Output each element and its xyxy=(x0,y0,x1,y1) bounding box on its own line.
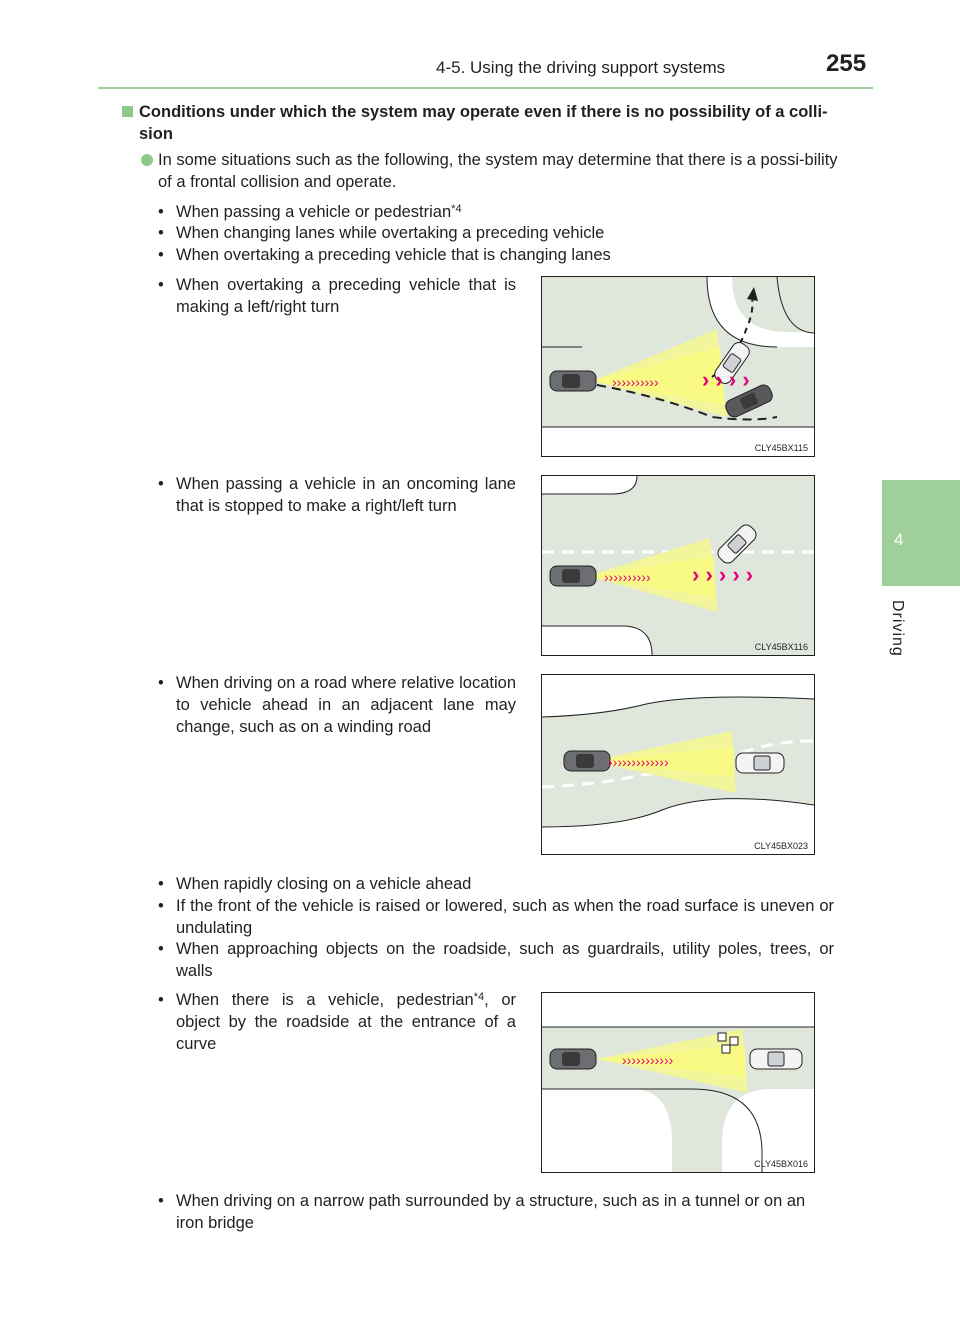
list-item xyxy=(158,672,518,738)
figure-curve-entrance xyxy=(541,992,815,1173)
svg-text:›››››››››››: ››››››››››› xyxy=(622,1052,674,1068)
svg-text:››››››››››: ›››››››››› xyxy=(612,374,659,390)
list-item-text: When passing a vehicle or pedestrian xyxy=(176,203,452,221)
bullet-mark: • xyxy=(158,991,164,1009)
svg-text:›››››››››››››: ››››››››››››› xyxy=(608,754,669,770)
figure-winding-road xyxy=(541,674,815,855)
list-item-text: When overtaking a preceding vehicle that is making a left/right turn xyxy=(176,276,516,316)
list-item xyxy=(158,473,518,517)
bullet-mark: • xyxy=(158,203,164,221)
list-item-text: When there is a vehicle, pedestrian$^{*4}$, or object by the roadside at the entrance of a curve xyxy=(176,991,516,1053)
bullet-mark: • xyxy=(158,1192,164,1210)
list-item-text: If the front of the vehicle is raised or lowered, such as when the road surface is uneven or undulating xyxy=(176,897,834,937)
chapter-label: Driving xyxy=(889,600,906,657)
list-item-text: When overtaking a preceding vehicle that is changing lanes xyxy=(176,246,611,264)
svg-text:› › › › ›: › › › › › xyxy=(692,562,754,587)
figure-oncoming-stopped xyxy=(541,475,815,656)
header-rule xyxy=(98,87,873,89)
chapter-number: 4 xyxy=(894,530,904,549)
section-heading: Conditions under which the system may operate even if there is no possibility of a colli-sion xyxy=(139,103,828,143)
page-number: 255 xyxy=(826,50,867,77)
bullet-mark: • xyxy=(158,475,164,493)
bullet-mark: • xyxy=(158,940,164,958)
bullet-mark: • xyxy=(158,875,164,893)
bullet-mark: • xyxy=(158,246,164,264)
figure-code: CLY45BX016 xyxy=(754,1159,808,1169)
intro-text: In some situations such as the following, the system may determine that there is a possi-bility of a frontal collision and operate. xyxy=(158,151,838,191)
svg-text:››››››››››: ›››››››››› xyxy=(604,569,651,585)
list-item xyxy=(158,938,838,982)
list-item-text: When rapidly closing on a vehicle ahead xyxy=(176,875,472,893)
list-item-text: When passing a vehicle in an oncoming lane that is stopped to make a right/left turn xyxy=(176,475,516,515)
bullet-mark: • xyxy=(158,276,164,294)
list-item-text: When approaching objects on the roadside, such as guardrails, utility poles, trees, or walls xyxy=(176,940,834,980)
list-item-text: When driving on a road where relative location to vehicle ahead in an adjacent lane may change, such as on a winding road xyxy=(176,674,516,736)
bullet-mark: • xyxy=(158,674,164,692)
list-item xyxy=(158,1190,838,1234)
list-item-text: When changing lanes while overtaking a preceding vehicle xyxy=(176,224,605,242)
list-item xyxy=(158,895,838,939)
svg-text:› › › ›: › › › › xyxy=(702,367,750,392)
figure-overtake-turning xyxy=(541,276,815,457)
list-item xyxy=(158,274,518,318)
section-title: 4-5. Using the driving support systems xyxy=(436,58,726,77)
footnote-ref: *4 xyxy=(473,991,485,1003)
bullet-mark: • xyxy=(158,897,164,915)
figure-code: CLY45BX023 xyxy=(754,841,808,851)
figure-code: CLY45BX116 xyxy=(754,642,808,652)
square-bullet-icon xyxy=(122,106,133,117)
circle-bullet-icon xyxy=(141,154,153,166)
list-item xyxy=(158,989,518,1055)
bullet-mark: • xyxy=(158,224,164,242)
footnote-ref: *4 xyxy=(451,203,462,215)
list-item-text: When driving on a narrow path surrounded by a structure, such as in a tunnel or on an iron bridge xyxy=(176,1192,806,1232)
figure-code: CLY45BX115 xyxy=(754,443,808,453)
